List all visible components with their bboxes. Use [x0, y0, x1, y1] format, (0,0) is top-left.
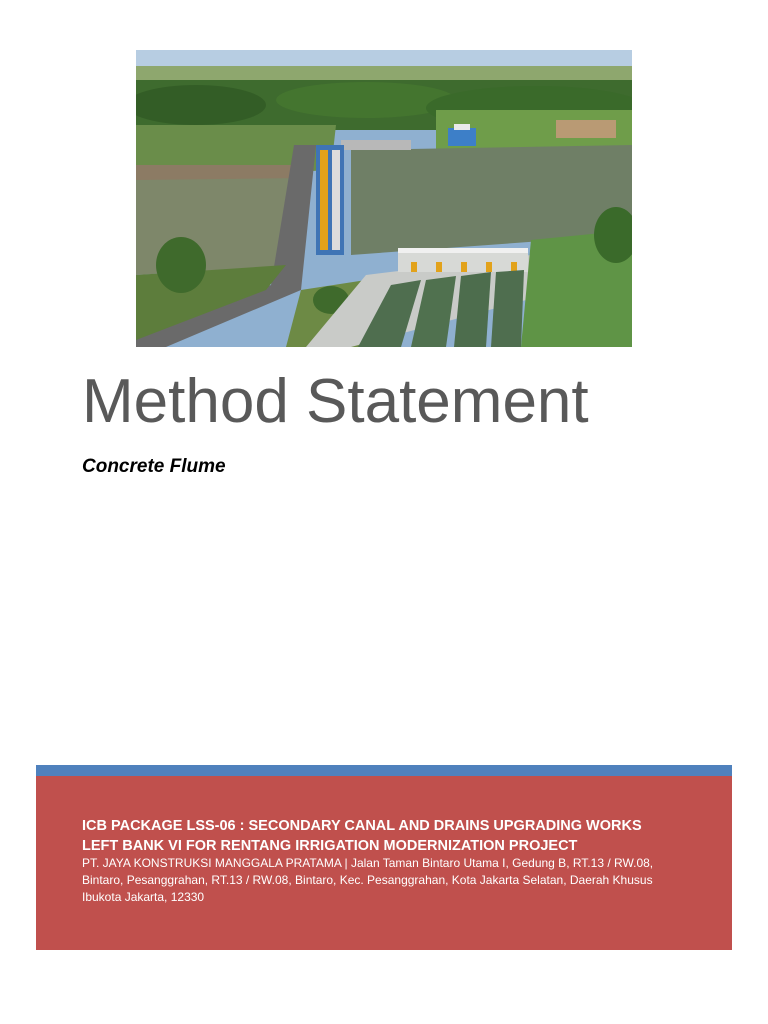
cover-photo	[136, 50, 632, 347]
project-heading	[82, 816, 712, 856]
page-subtitle: Concrete Flume	[82, 456, 226, 477]
project-heading-line-2: LEFT BANK VI FOR RENTANG IRRIGATION MODERNIZATION PROJECT	[82, 838, 578, 854]
aerial-dam-photo-icon	[136, 50, 632, 347]
company-address: PT. JAYA KONSTRUKSI MANGGALA PRATAMA | Jalan Taman Bintaro Utama I, Gedung B, RT.13 / RW.08, Bintaro, Pesanggrahan, RT.13 / RW.08, Bintaro, Kec. Pesanggrahan, Kota Jakarta Selatan, Daerah Khusus Ibukota Jakarta, 12330	[82, 856, 654, 904]
page-title: Method Statement	[82, 367, 589, 436]
footer-band	[36, 776, 732, 950]
project-heading-line-1: ICB PACKAGE LSS-06 : SECONDARY CANAL AND DRAINS UPGRADING WORKS	[82, 818, 642, 834]
footer-accent-stripe	[36, 765, 732, 776]
